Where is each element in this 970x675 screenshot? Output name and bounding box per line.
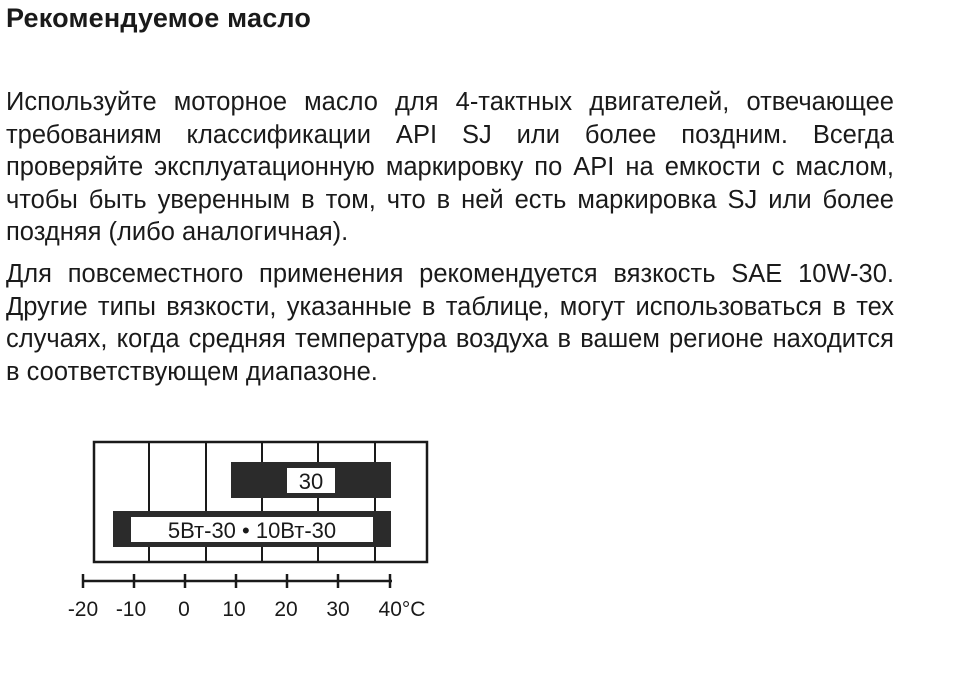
band-5w30-10w30-label: 5Вт-30 • 10Вт-30 xyxy=(167,518,337,543)
axis-tick-label: 10 xyxy=(222,598,246,621)
band-30-label: 30 xyxy=(298,469,324,494)
axis-tick-label: 30 xyxy=(326,598,350,621)
axis-tick-label: -10 xyxy=(115,598,147,621)
paragraph-viscosity: Для повсеместного применения рекомендуется вязкость SAE 10W-30. Другие типы вязкости, указанные в таблице, могут использоваться в тех случаях, когда средняя температура воздуха в вашем регионе находится в соответствующем диапазоне. xyxy=(6,260,894,386)
axis-tick-label: 20 xyxy=(274,598,298,621)
axis-tick-label: -20 xyxy=(67,598,99,621)
page-title: Рекомендуемое масло xyxy=(6,3,312,33)
axis-tick-label: 0 xyxy=(178,598,190,621)
axis-tick-label: 40°C xyxy=(378,598,426,621)
paragraph-oil-classification: Используйте моторное масло для 4-тактных двигателей, отвечающее требованиям классификации API SJ или более поздним. Всегда проверяйте эксплуатационную маркировку по API на емкости с маслом, чтобы быть уверенным в том, что в ней есть маркировка SJ или более поздняя (либо аналогичная). xyxy=(6,88,894,246)
